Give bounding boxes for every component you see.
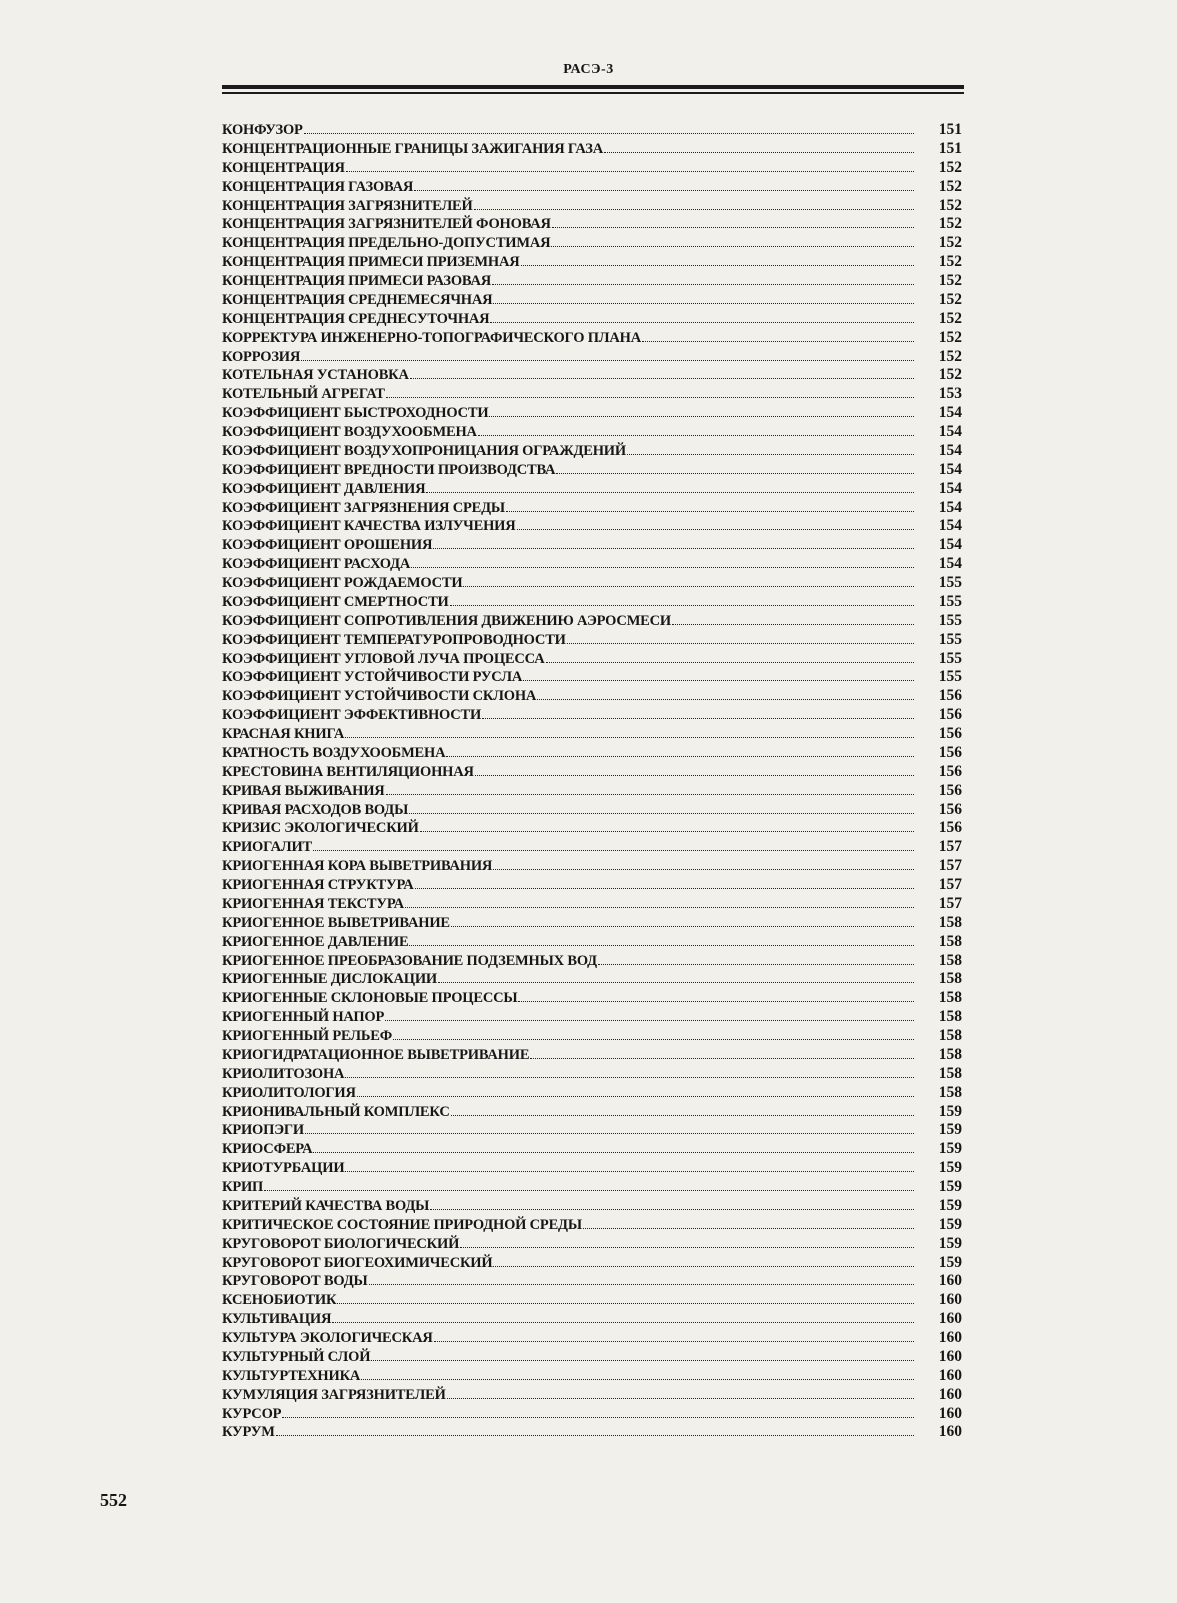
- toc-entry-page: 158: [938, 932, 962, 950]
- header-rule-thin: [222, 92, 964, 94]
- toc-dot-leader: [482, 718, 914, 719]
- toc-entry: [222, 631, 962, 650]
- toc-entry-term: КРИОЛИТОЗОНА: [222, 1065, 345, 1082]
- toc-dot-leader: [451, 1115, 914, 1116]
- toc-entry-term: КРИОСФЕРА: [222, 1141, 313, 1158]
- toc-entry-page: 152: [938, 366, 962, 384]
- toc-entry: [222, 706, 962, 725]
- toc-dot-leader: [552, 227, 914, 228]
- toc-entry-term: КРИОГЕННЫЙ РЕЛЬЕФ: [222, 1028, 392, 1044]
- toc-entry: [222, 178, 962, 197]
- toc-dot-leader: [405, 907, 914, 908]
- toc-entry-term: КРЕСТОВИНА ВЕНТИЛЯЦИОННАЯ: [222, 763, 474, 780]
- toc-entry-page: 159: [938, 1121, 962, 1139]
- toc-entry-page: 154: [938, 441, 962, 459]
- toc-dot-leader: [345, 737, 914, 738]
- toc-entry: [222, 1254, 962, 1273]
- toc-entry: [222, 234, 962, 253]
- toc-entry: [222, 1216, 962, 1235]
- toc-dot-leader: [433, 548, 914, 549]
- toc-entry-page: 156: [938, 819, 962, 837]
- toc-entry-term: КОЭФФИЦИЕНТ УГЛОВОЙ ЛУЧА ПРОЦЕССА: [222, 650, 545, 667]
- toc-entry-term: КОЭФФИЦИЕНТ КАЧЕСТВА ИЗЛУЧЕНИЯ: [222, 518, 516, 535]
- toc-dot-leader: [492, 284, 914, 285]
- toc-entry-page: 156: [938, 800, 962, 818]
- toc-dot-leader: [264, 1190, 914, 1191]
- toc-dot-leader: [420, 831, 914, 832]
- toc-entry: [222, 838, 962, 857]
- toc-entry-page: 151: [938, 121, 962, 138]
- toc-entry-term: КОЭФФИЦИЕНТ РОЖДАЕМОСТИ: [222, 575, 463, 591]
- toc-entry-page: 156: [938, 725, 962, 742]
- toc-entry-term: КРИОТУРБАЦИИ: [222, 1160, 345, 1177]
- toc-entry-term: КРИВАЯ РАСХОДОВ ВОДЫ: [222, 801, 409, 818]
- toc-entry: [222, 272, 962, 291]
- toc-entry-term: КОЭФФИЦИЕНТ ЗАГРЯЗНЕНИЯ СРЕДЫ: [222, 499, 505, 516]
- toc-entry-page: 152: [938, 158, 962, 176]
- toc-entry: [222, 1386, 962, 1405]
- toc-dot-leader: [385, 1020, 914, 1021]
- toc-entry: [222, 914, 962, 933]
- toc-dot-leader: [305, 1133, 914, 1134]
- toc-dot-leader: [304, 133, 914, 134]
- toc-entry: [222, 1121, 962, 1140]
- toc-entry-term: КСЕНОБИОТИК: [222, 1292, 337, 1309]
- toc-dot-leader: [301, 360, 914, 361]
- toc-entry-page: 157: [938, 876, 962, 893]
- toc-entry: [222, 952, 962, 971]
- toc-entry-term: КОТЕЛЬНАЯ УСТАНОВКА: [222, 367, 409, 384]
- toc-entry: [222, 1310, 962, 1329]
- toc-entry: [222, 574, 962, 593]
- toc-entry: [222, 970, 962, 989]
- toc-entry: [222, 499, 962, 518]
- toc-entry: [222, 1291, 962, 1310]
- toc-entry: [222, 555, 962, 574]
- toc-entry: [222, 1084, 962, 1103]
- toc-entry: [222, 404, 962, 423]
- toc-entry: [222, 1159, 962, 1178]
- toc-entry-term: КОЭФФИЦИЕНТ УСТОЙЧИВОСТИ РУСЛА: [222, 669, 523, 686]
- toc-entry-term: КОНЦЕНТРАЦИЯ СРЕДНЕМЕСЯЧНАЯ: [222, 291, 493, 308]
- toc-entry-term: КРИОГЕННОЕ ПРЕОБРАЗОВАНИЕ ПОДЗЕМНЫХ ВОД: [222, 952, 597, 969]
- toc-entry-page: 154: [938, 555, 962, 573]
- toc-dot-leader: [426, 492, 914, 493]
- toc-dot-leader: [523, 680, 914, 681]
- toc-entry: [222, 1065, 962, 1084]
- toc-entry-term: КУМУЛЯЦИЯ ЗАГРЯЗНИТЕЛЕЙ: [222, 1386, 446, 1403]
- toc-dot-leader: [276, 1435, 914, 1436]
- toc-entry: [222, 121, 962, 140]
- toc-entry-term: КОНЦЕНТРАЦИЯ: [222, 159, 345, 176]
- toc-dot-leader: [490, 322, 914, 323]
- toc-entry: [222, 253, 962, 272]
- toc-dot-leader: [627, 454, 914, 455]
- toc-entry-page: 155: [938, 668, 962, 686]
- toc-entry-term: КОРРЕКТУРА ИНЖЕНЕРНО-ТОПОГРАФИЧЕСКОГО ПЛАНА: [222, 329, 642, 346]
- toc-dot-leader: [475, 775, 914, 776]
- toc-entry: [222, 687, 962, 706]
- toc-entry-page: 154: [938, 498, 962, 516]
- toc-entry: [222, 461, 962, 480]
- toc-dot-leader: [369, 1284, 914, 1285]
- toc-entry: [222, 895, 962, 914]
- toc-entry-term: КРИОЛИТОЛОГИЯ: [222, 1084, 356, 1101]
- toc-entry-term: КУЛЬТУРНЫЙ СЛОЙ: [222, 1348, 371, 1365]
- toc-entry: [222, 310, 962, 329]
- toc-dot-leader: [556, 473, 914, 474]
- toc-entry-term: КРИОГИДРАТАЦИОННОЕ ВЫВЕТРИВАНИЕ: [222, 1046, 530, 1063]
- toc-entry-page: 155: [938, 574, 962, 591]
- toc-dot-leader: [489, 416, 914, 417]
- toc-dot-leader: [567, 643, 914, 644]
- toc-entry-page: 159: [938, 1102, 962, 1120]
- toc-entry: [222, 348, 962, 367]
- toc-entry: [222, 1103, 962, 1122]
- toc-entry-term: КОЭФФИЦИЕНТ СОПРОТИВЛЕНИЯ ДВИЖЕНИЮ АЭРОСМЕСИ: [222, 612, 671, 629]
- toc-entry-term: КУЛЬТУРТЕХНИКА: [222, 1367, 361, 1384]
- toc-entry: [222, 423, 962, 442]
- toc-entry-term: КОНЦЕНТРАЦИЯ ГАЗОВАЯ: [222, 178, 414, 195]
- toc-entry-term: КРИТИЧЕСКОЕ СОСТОЯНИЕ ПРИРОДНОЙ СРЕДЫ: [222, 1216, 582, 1233]
- toc-entry: [222, 668, 962, 687]
- toc-entry-term: КРИОГЕННЫЙ НАПОР: [222, 1009, 385, 1026]
- toc-entry-page: 159: [938, 1253, 962, 1271]
- toc-entry-term: КРИОГЕННЫЕ ДИСЛОКАЦИИ: [222, 971, 437, 988]
- toc-dot-leader: [583, 1228, 914, 1229]
- toc-entry-page: 155: [938, 649, 962, 667]
- toc-entry-page: 160: [938, 1272, 962, 1290]
- toc-entry-term: КРИОГЕННЫЕ СКЛОНОВЫЕ ПРОЦЕССЫ: [222, 990, 518, 1007]
- toc-dot-leader: [451, 926, 914, 927]
- toc-dot-leader: [410, 378, 914, 379]
- toc-entry-page: 154: [938, 423, 962, 440]
- toc-entry-page: 160: [938, 1423, 962, 1441]
- toc-entry-term: КРИОГЕННАЯ СТРУКТУРА: [222, 877, 414, 893]
- toc-entry: [222, 1046, 962, 1065]
- toc-entry-term: КОТЕЛЬНЫЙ АГРЕГАТ: [222, 386, 385, 403]
- toc-entry-page: 160: [938, 1385, 962, 1403]
- toc-dot-leader: [345, 1171, 914, 1172]
- toc-entry-page: 152: [938, 196, 962, 214]
- toc-entry: [222, 1329, 962, 1348]
- toc-entry-page: 160: [938, 1329, 962, 1346]
- toc-entry-page: 154: [938, 479, 962, 497]
- table-of-contents: [222, 121, 962, 1442]
- toc-dot-leader: [493, 303, 914, 304]
- toc-entry-term: КОЭФФИЦИЕНТ БЫСТРОХОДНОСТИ: [222, 405, 489, 422]
- toc-entry-page: 156: [938, 781, 962, 799]
- toc-entry: [222, 1272, 962, 1291]
- toc-entry-term: КОНЦЕНТРАЦИЯ ЗАГРЯЗНИТЕЛЕЙ: [222, 197, 473, 214]
- toc-entry: [222, 933, 962, 952]
- toc-entry: [222, 1367, 962, 1386]
- toc-dot-leader: [460, 1247, 914, 1248]
- toc-dot-leader: [371, 1360, 914, 1361]
- toc-entry: [222, 159, 962, 178]
- toc-entry-page: 159: [938, 1140, 962, 1158]
- toc-entry-page: 158: [938, 1027, 962, 1044]
- toc-entry-page: 156: [938, 743, 962, 761]
- toc-dot-leader: [386, 397, 914, 398]
- toc-entry-page: 156: [938, 687, 962, 705]
- toc-dot-leader: [438, 982, 914, 983]
- toc-entry: [222, 291, 962, 310]
- page-header-title: РАСЭ-3: [563, 62, 614, 77]
- toc-dot-leader: [345, 1077, 914, 1078]
- toc-entry: [222, 1008, 962, 1027]
- toc-dot-leader: [537, 699, 914, 700]
- toc-dot-leader: [551, 246, 914, 247]
- toc-dot-leader: [332, 1322, 914, 1323]
- toc-entry-term: КУЛЬТИВАЦИЯ: [222, 1311, 332, 1328]
- toc-entry-term: КРАСНАЯ КНИГА: [222, 726, 345, 742]
- toc-entry: [222, 442, 962, 461]
- toc-entry: [222, 650, 962, 669]
- toc-entry-page: 159: [938, 1196, 962, 1214]
- toc-dot-leader: [546, 662, 915, 663]
- toc-entry: [222, 536, 962, 555]
- toc-dot-leader: [414, 190, 914, 191]
- toc-entry-page: 152: [938, 215, 962, 233]
- toc-entry-page: 157: [938, 894, 962, 912]
- toc-entry-term: КУРСОР: [222, 1405, 282, 1422]
- toc-dot-leader: [346, 171, 914, 172]
- toc-entry-term: КОНЦЕНТРАЦИОННЫЕ ГРАНИЦЫ ЗАЖИГАНИЯ ГАЗА: [222, 140, 604, 157]
- toc-entry: [222, 140, 962, 159]
- toc-entry-page: 152: [938, 253, 962, 271]
- toc-entry: [222, 819, 962, 838]
- toc-entry-page: 159: [938, 1215, 962, 1233]
- toc-entry-page: 158: [938, 970, 962, 988]
- toc-dot-leader: [361, 1379, 914, 1380]
- toc-entry-term: КОЭФФИЦИЕНТ ОРОШЕНИЯ: [222, 537, 433, 554]
- toc-entry-page: 152: [938, 290, 962, 308]
- toc-entry-term: КРАТНОСТЬ ВОЗДУХООБМЕНА: [222, 744, 446, 761]
- toc-dot-leader: [357, 1096, 914, 1097]
- toc-entry-term: КРИОПЭГИ: [222, 1122, 304, 1139]
- toc-entry-page: 153: [938, 385, 962, 403]
- toc-entry-term: КОЭФФИЦИЕНТ ТЕМПЕРАТУРОПРОВОДНОСТИ: [222, 631, 566, 648]
- toc-entry: [222, 517, 962, 536]
- toc-entry-page: 158: [938, 989, 962, 1007]
- toc-entry: [222, 593, 962, 612]
- toc-entry-term: КОЭФФИЦИЕНТ ЭФФЕКТИВНОСТИ: [222, 707, 482, 724]
- toc-entry: [222, 801, 962, 820]
- toc-dot-leader: [415, 888, 914, 889]
- toc-dot-leader: [474, 209, 914, 210]
- toc-entry-page: 158: [938, 1008, 962, 1026]
- toc-dot-leader: [409, 945, 914, 946]
- toc-entry-term: КОЭФФИЦИЕНТ ВОЗДУХООБМЕНА: [222, 424, 477, 440]
- toc-dot-leader: [463, 586, 914, 587]
- toc-entry-page: 160: [938, 1347, 962, 1365]
- toc-entry: [222, 744, 962, 763]
- toc-entry-page: 160: [938, 1310, 962, 1328]
- toc-entry-page: 158: [938, 1083, 962, 1101]
- toc-entry-term: КОНЦЕНТРАЦИЯ ПРИМЕСИ РАЗОВАЯ: [222, 273, 492, 289]
- toc-dot-leader: [642, 341, 914, 342]
- toc-entry-term: КРИОГЕННАЯ КОРА ВЫВЕТРИВАНИЯ: [222, 858, 493, 875]
- toc-dot-leader: [493, 869, 914, 870]
- toc-entry-page: 158: [938, 1064, 962, 1082]
- toc-dot-leader: [386, 794, 914, 795]
- toc-entry-term: КОНЦЕНТРАЦИЯ ПРИМЕСИ ПРИЗЕМНАЯ: [222, 254, 520, 271]
- toc-entry: [222, 1348, 962, 1367]
- toc-dot-leader: [506, 511, 914, 512]
- toc-entry: [222, 197, 962, 216]
- toc-dot-leader: [450, 605, 914, 606]
- page-number: 552: [100, 1490, 127, 1510]
- toc-dot-leader: [604, 152, 914, 153]
- toc-dot-leader: [430, 1209, 914, 1210]
- toc-entry-page: 152: [938, 347, 962, 365]
- toc-entry: [222, 857, 962, 876]
- toc-entry-term: КРУГОВОРОТ БИОГЕОХИМИЧЕСКИЙ: [222, 1254, 493, 1271]
- toc-entry: [222, 989, 962, 1008]
- toc-dot-leader: [598, 964, 914, 965]
- toc-dot-leader: [530, 1058, 914, 1059]
- toc-entry-page: 155: [938, 592, 962, 610]
- toc-entry-term: КОНФУЗОР: [222, 122, 303, 138]
- toc-entry-page: 158: [938, 1045, 962, 1063]
- toc-dot-leader: [493, 1266, 914, 1267]
- header-rule-thick: [222, 85, 964, 89]
- toc-entry-page: 160: [938, 1404, 962, 1422]
- toc-entry-term: КОРРОЗИЯ: [222, 348, 301, 365]
- toc-entry: [222, 480, 962, 499]
- toc-entry-term: КРИОГЕННОЕ ВЫВЕТРИВАНИЕ: [222, 914, 450, 931]
- toc-entry-term: КРИЗИС ЭКОЛОГИЧЕСКИЙ: [222, 820, 419, 837]
- toc-entry-term: КОЭФФИЦИЕНТ СМЕРТНОСТИ: [222, 593, 449, 610]
- toc-entry-page: 157: [938, 857, 962, 875]
- toc-entry-page: 158: [938, 913, 962, 931]
- toc-entry-page: 151: [938, 139, 962, 157]
- toc-entry-term: КРИП: [222, 1179, 264, 1195]
- toc-entry: [222, 876, 962, 895]
- toc-entry: [222, 612, 962, 631]
- toc-entry: [222, 782, 962, 801]
- toc-dot-leader: [434, 1341, 914, 1342]
- toc-entry-page: 152: [938, 328, 962, 346]
- toc-entry-term: КОЭФФИЦИЕНТ ВРЕДНОСТИ ПРОИЗВОДСТВА: [222, 461, 556, 478]
- toc-entry-term: КРИОГАЛИТ: [222, 839, 313, 856]
- toc-entry-term: КОНЦЕНТРАЦИЯ ЗАГРЯЗНИТЕЛЕЙ ФОНОВАЯ: [222, 216, 551, 233]
- toc-entry-page: 159: [938, 1178, 962, 1195]
- toc-dot-leader: [672, 624, 914, 625]
- toc-dot-leader: [313, 850, 914, 851]
- toc-dot-leader: [409, 813, 914, 814]
- toc-entry: [222, 1405, 962, 1424]
- toc-entry-term: КРИВАЯ ВЫЖИВАНИЯ: [222, 782, 385, 799]
- toc-entry-page: 152: [938, 309, 962, 327]
- toc-entry: [222, 725, 962, 744]
- toc-entry: [222, 1027, 962, 1046]
- toc-dot-leader: [282, 1417, 914, 1418]
- toc-entry-page: 160: [938, 1291, 962, 1309]
- toc-entry-term: КОНЦЕНТРАЦИЯ СРЕДНЕСУТОЧНАЯ: [222, 310, 490, 327]
- toc-dot-leader: [337, 1303, 914, 1304]
- toc-entry-term: КРИОНИВАЛЬНЫЙ КОМПЛЕКС: [222, 1103, 450, 1120]
- toc-entry: [222, 329, 962, 348]
- toc-entry-term: КРУГОВОРОТ ВОДЫ: [222, 1273, 368, 1290]
- toc-entry-page: 154: [938, 536, 962, 554]
- toc-entry-page: 154: [938, 404, 962, 422]
- toc-dot-leader: [446, 756, 914, 757]
- toc-entry-term: КОЭФФИЦИЕНТ УСТОЙЧИВОСТИ СКЛОНА: [222, 688, 537, 705]
- toc-entry: [222, 1140, 962, 1159]
- toc-entry: [222, 1423, 962, 1442]
- toc-entry-term: КРИОГЕННОЕ ДАВЛЕНИЕ: [222, 933, 409, 950]
- toc-entry-term: КУРУМ: [222, 1424, 275, 1441]
- toc-entry-term: КРУГОВОРОТ БИОЛОГИЧЕСКИЙ: [222, 1235, 460, 1252]
- toc-entry-term: КОЭФФИЦИЕНТ ДАВЛЕНИЯ: [222, 480, 426, 497]
- toc-dot-leader: [518, 1001, 914, 1002]
- toc-dot-leader: [313, 1152, 914, 1153]
- toc-entry: [222, 366, 962, 385]
- toc-entry: [222, 1197, 962, 1216]
- toc-dot-leader: [411, 567, 914, 568]
- toc-entry-page: 159: [938, 1159, 962, 1177]
- toc-entry-page: 152: [938, 234, 962, 252]
- toc-entry-page: 159: [938, 1234, 962, 1252]
- toc-dot-leader: [521, 265, 914, 266]
- toc-entry-page: 160: [938, 1366, 962, 1384]
- toc-dot-leader: [393, 1039, 914, 1040]
- toc-entry-page: 158: [938, 951, 962, 969]
- toc-entry-page: 154: [938, 517, 962, 535]
- toc-entry: [222, 1178, 962, 1197]
- toc-entry: [222, 763, 962, 782]
- toc-entry-page: 155: [938, 630, 962, 648]
- toc-entry: [222, 1235, 962, 1254]
- toc-entry-page: 156: [938, 762, 962, 780]
- toc-entry-page: 156: [938, 706, 962, 724]
- toc-entry-page: 157: [938, 838, 962, 856]
- toc-dot-leader: [517, 529, 914, 530]
- toc-entry: [222, 215, 962, 234]
- toc-entry-term: КРИТЕРИЙ КАЧЕСТВА ВОДЫ: [222, 1197, 430, 1214]
- toc-entry-page: 155: [938, 611, 962, 629]
- toc-entry-page: 152: [938, 177, 962, 195]
- toc-entry-page: 152: [938, 272, 962, 289]
- toc-entry: [222, 385, 962, 404]
- toc-entry-page: 154: [938, 460, 962, 478]
- toc-entry-term: КУЛЬТУРА ЭКОЛОГИЧЕСКАЯ: [222, 1330, 433, 1346]
- toc-dot-leader: [478, 435, 914, 436]
- toc-entry-term: КОНЦЕНТРАЦИЯ ПРЕДЕЛЬНО-ДОПУСТИМАЯ: [222, 235, 551, 252]
- toc-entry-term: КОЭФФИЦИЕНТ ВОЗДУХОПРОНИЦАНИЯ ОГРАЖДЕНИЙ: [222, 442, 626, 459]
- toc-dot-leader: [447, 1398, 914, 1399]
- toc-entry-term: КОЭФФИЦИЕНТ РАСХОДА: [222, 556, 411, 573]
- toc-entry-term: КРИОГЕННАЯ ТЕКСТУРА: [222, 895, 404, 912]
